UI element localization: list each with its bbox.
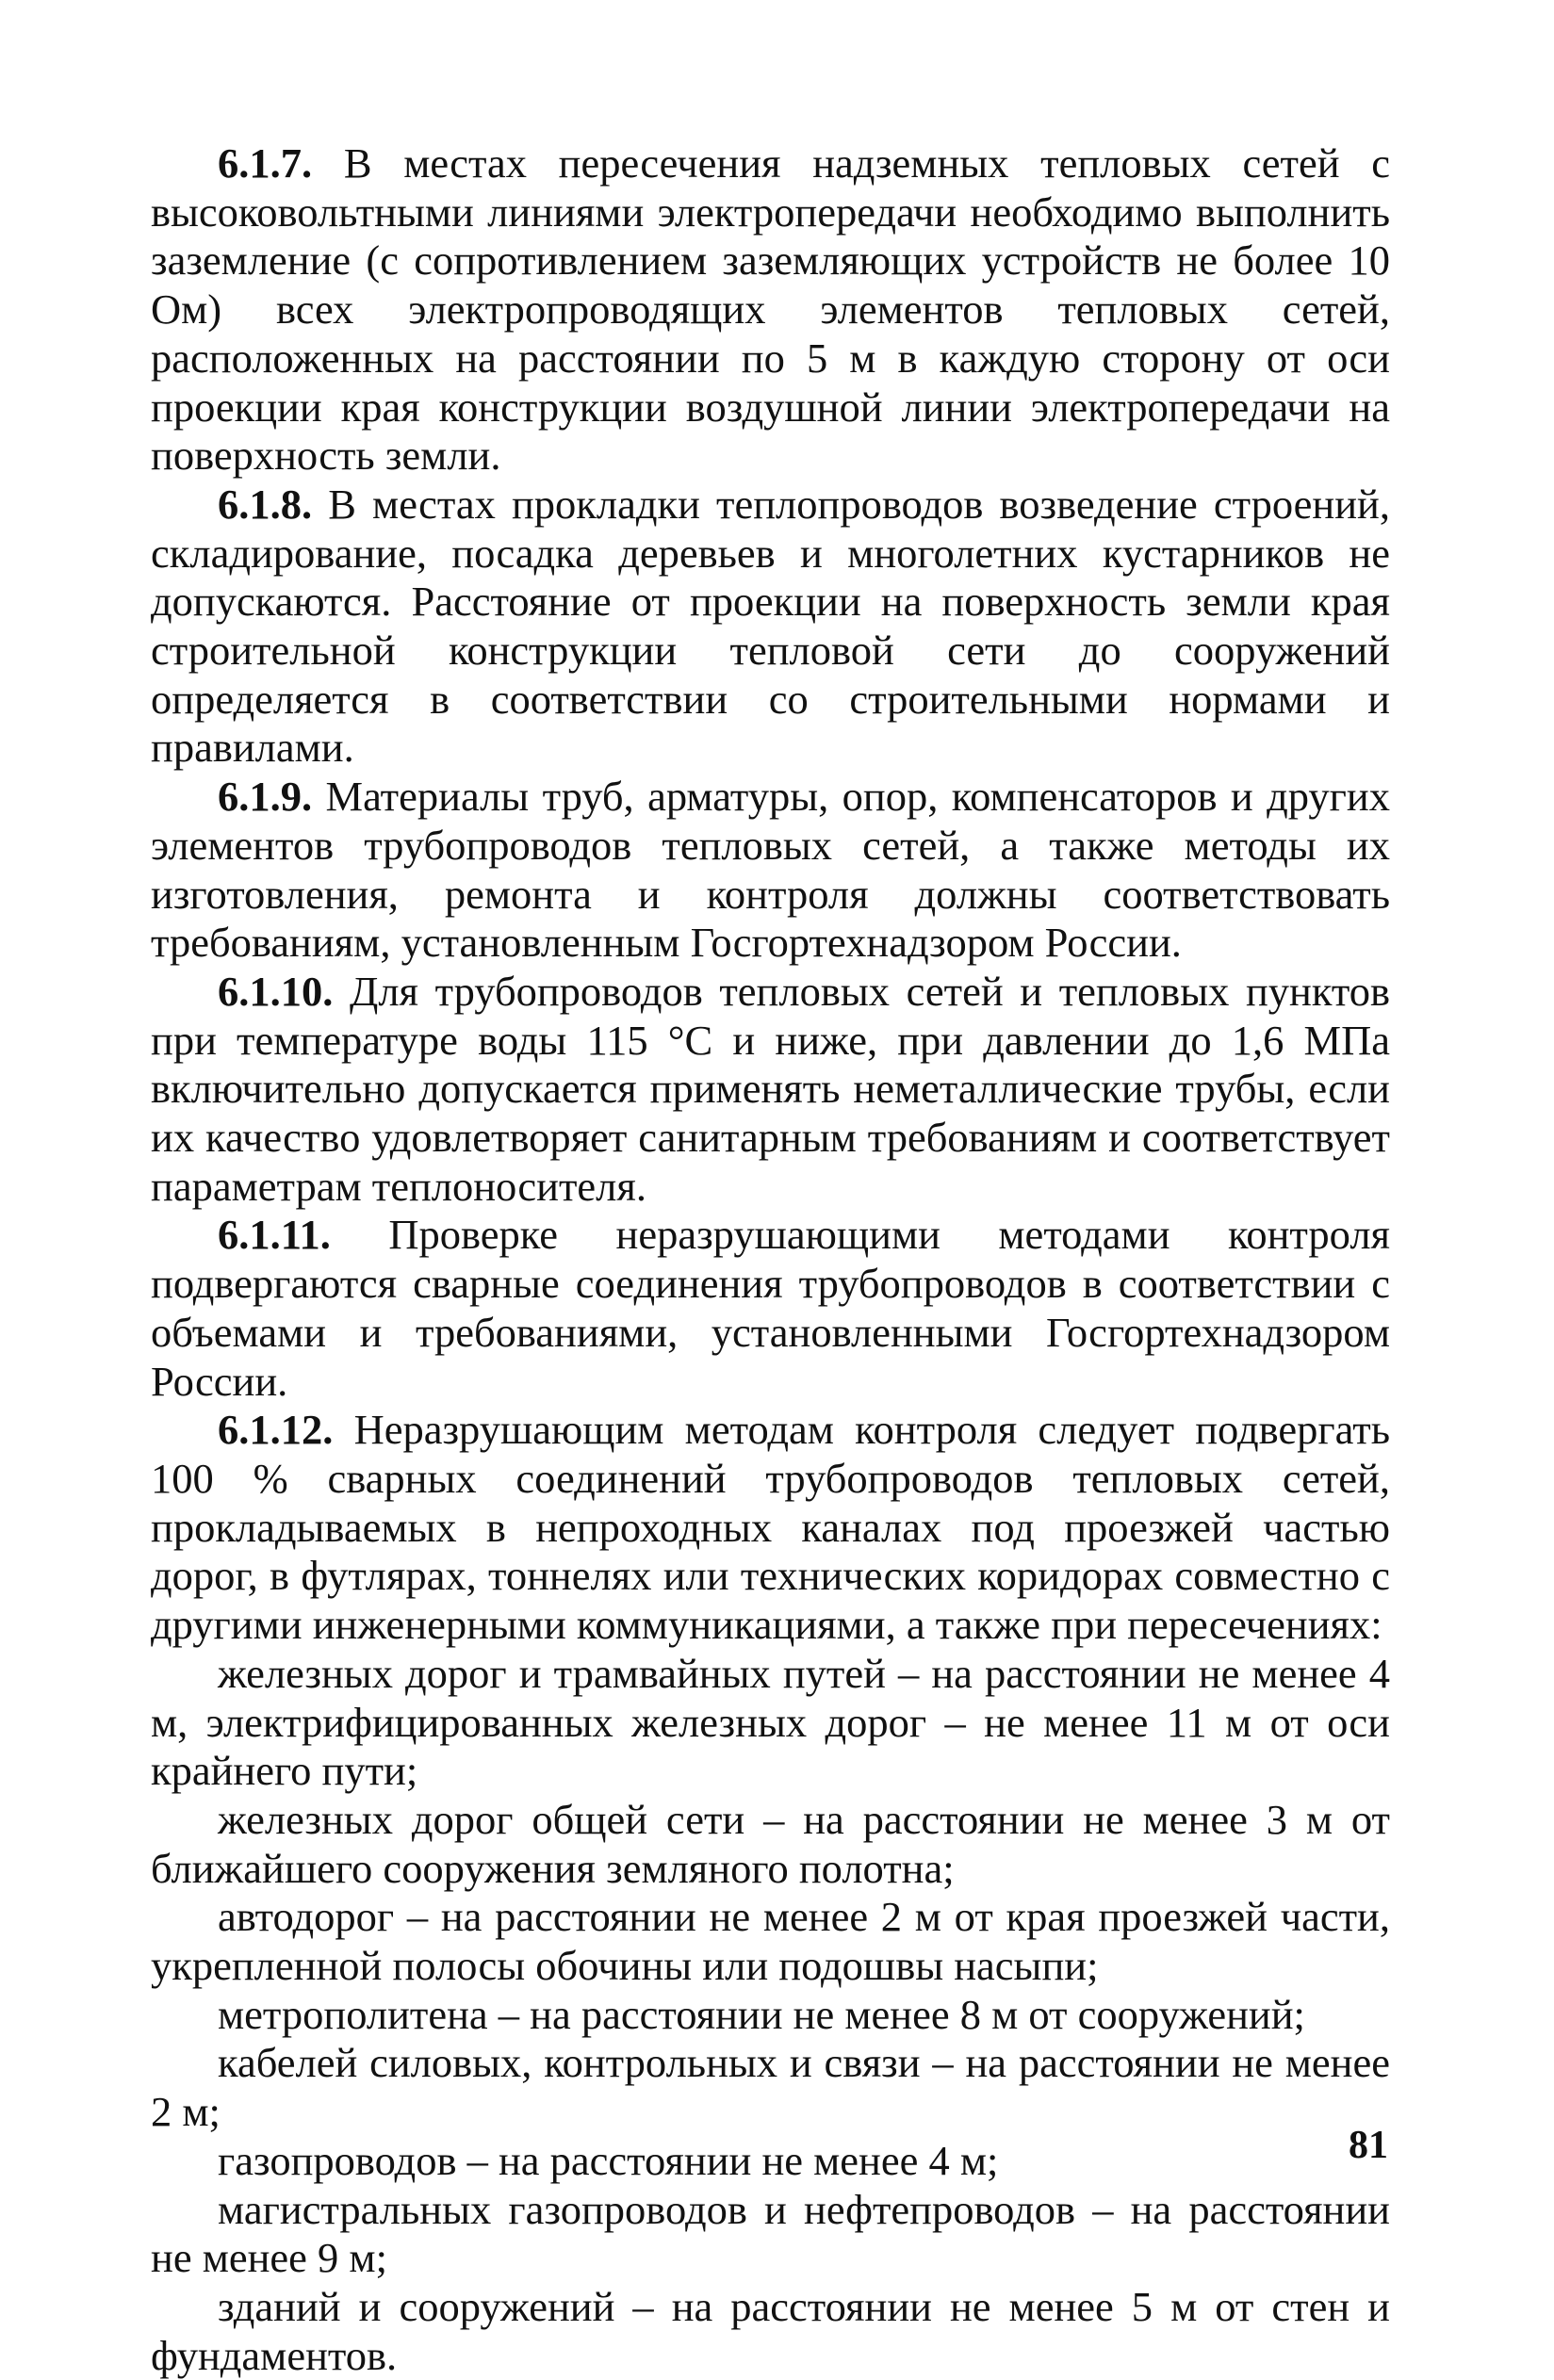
clause-text: Проверке неразрушающими методами контроля подвергаются сварные соединения трубопроводов в соответствии с объемами и требованиями, установленными Госгортехнадзором России. (151, 1211, 1390, 1405)
clause-number: 6.1.11. (218, 1211, 331, 1259)
clause-number: 6.1.7. (218, 139, 313, 187)
clause-text: Для трубопроводов тепловых сетей и тепловых пунктов при температуре воды 115 °С и ниже, при давлении до 1,6 МПа включительно допускается применять неметаллические трубы, если их качество удовлетворяет санитарным требованиям и соответствует параметрам теплоносителя. (151, 967, 1390, 1210)
paragraph-6-1-11 (151, 1211, 1390, 1406)
list-item: железных дорог общей сети – на расстоянии не менее 3 м от ближайшего сооружения земляного полотна; (151, 1795, 1390, 1892)
list-item: железных дорог и трамвайных путей – на расстоянии не менее 4 м, электрифицированных железных дорог – не менее 11 м от оси крайнего пути; (151, 1649, 1390, 1795)
clause-number: 6.1.8. (218, 480, 313, 528)
clause-text: Неразрушающим методам контроля следует подвергать 100 % сварных соединений трубопроводов тепловых сетей, прокладываемых в непроходных каналах под проезжей частью дорог, в футлярах, тоннелях или технических коридорах совместно с другими инженерными коммуникациями, а также при пересечениях: (151, 1406, 1390, 1649)
list-item: зданий и сооружений – на расстоянии не менее 5 м от стен и фундаментов. (151, 2282, 1390, 2379)
paragraph-6-1-12 (151, 1406, 1390, 1650)
list-item: метрополитена – на расстоянии не менее 8 м от сооружений; (218, 1990, 1305, 2038)
clause-text: В местах пересечения надземных тепловых сетей с высоковольтными линиями электропередачи необходимо выполнить заземление (с сопротивлением заземляющих устройств не более 10 Ом) всех электропроводящих элементов тепловых сетей, расположенных на расстоянии по 5 м в каждую сторону от оси проекции края конструкции воздушной линии электропередачи на поверхность земли. (151, 139, 1390, 480)
paragraph-6-1-9 (151, 773, 1390, 968)
clause-text: В местах прокладки теплопроводов возведение строений, складирование, посадка деревьев и многолетних кустарников не допускаются. Расстояние от проекции на поверхность земли края строительной конструкции тепловой сети до сооружений определяется в соответствии со строительными нормами и правилами. (151, 480, 1390, 772)
list-item: газопроводов – на расстоянии не менее 4 м; (218, 2136, 999, 2184)
clause-number: 6.1.9. (218, 773, 313, 821)
page-number: 81 (1349, 2124, 1388, 2167)
list-item: магистральных газопроводов и нефтепроводов – на расстоянии не менее 9 м; (151, 2185, 1390, 2282)
list-item: кабелей силовых, контрольных и связи – на расстоянии не менее 2 м; (151, 2039, 1390, 2136)
clause-number: 6.1.12. (218, 1406, 334, 1454)
paragraph-6-1-10 (151, 968, 1390, 1212)
body-text (151, 139, 1390, 2380)
paragraph-6-1-7 (151, 139, 1390, 481)
clause-text: Материалы труб, арматуры, опор, компенсаторов и других элементов трубопроводов тепловых сетей, а также методы их изготовления, ремонта и контроля должны соответствовать требованиям, установленным Госгортехнадзором России. (151, 773, 1390, 967)
clause-number: 6.1.10. (218, 967, 334, 1015)
list-item: автодорог – на расстоянии не менее 2 м от края проезжей части, укрепленной полосы обочины или подошвы насыпи; (151, 1893, 1390, 1990)
paragraph-6-1-8 (151, 481, 1390, 773)
